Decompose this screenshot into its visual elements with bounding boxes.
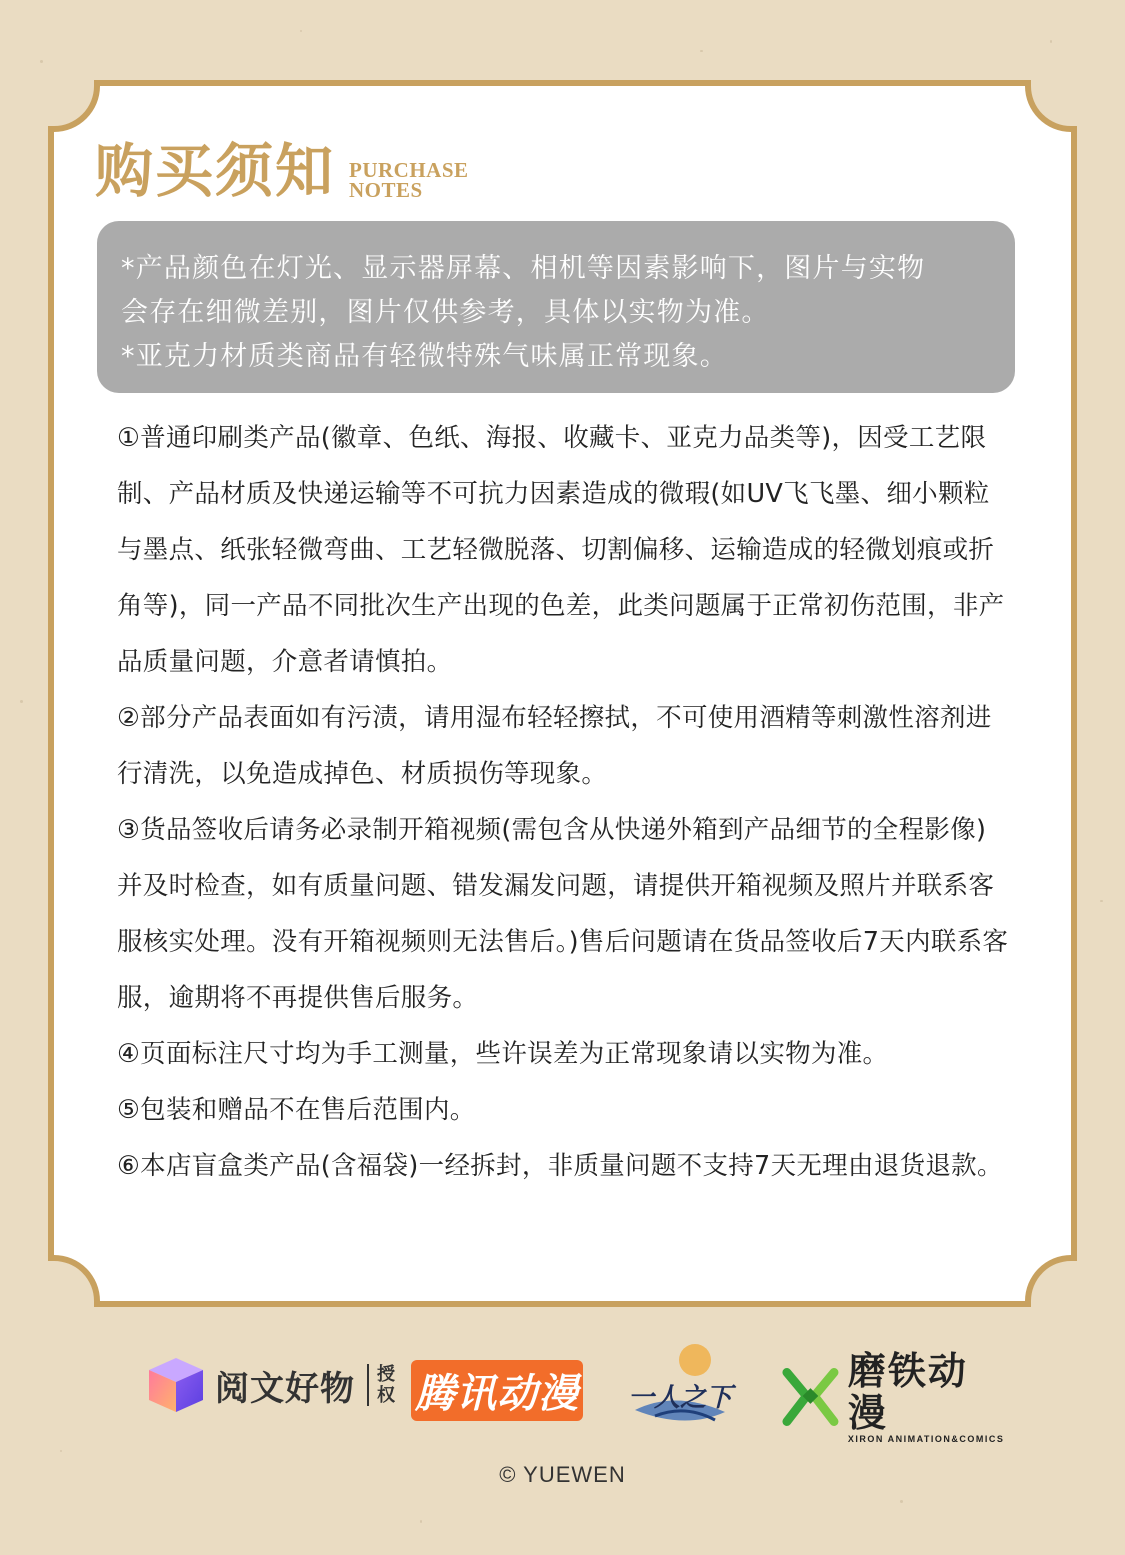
tencent-comics-logo [411, 1360, 583, 1421]
notice-line: *亚克力材质类商品有轻微特殊气味属正常现象。 [121, 341, 728, 372]
yirenzhixia-text: 一人之下 [627, 1382, 732, 1413]
yuewen-cube-icon [145, 1354, 207, 1416]
copyright: © YUEWEN [499, 1462, 626, 1487]
notes-list [117, 410, 1012, 1194]
xiron-x-icon [781, 1366, 840, 1428]
xiron-logo [781, 1350, 1005, 1444]
notice-line: 会存在细微差别，图片仅供参考，具体以实物为准。 [121, 297, 770, 328]
title-chinese: 购买须知 [95, 137, 336, 205]
note-item: ⑥本店盲盒类产品(含福袋)一经拆封，非质量问题不支持7天无理由退货退款。 [117, 1151, 1003, 1181]
logo-divider [367, 1364, 369, 1406]
note-item: ①普通印刷类产品(徽章、色纸、海报、收藏卡、亚克力品类等)，因受工艺限制、产品材质及快递运输等不可抗力因素造成的微瑕(如UV飞飞墨、细小颗粒与墨点、纸张轻微弯曲、工艺轻微脱落、切割偏移、运输造成的轻微划痕或折角等)，同一产品不同批次生产出现的色差，此类问题属于正常初伤范围，非产品质量问题，介意者请慎拍。 [117, 423, 1005, 677]
title-english [349, 160, 469, 200]
xiron-text-block [848, 1350, 1005, 1444]
tencent-comics-text: 腾讯动漫 [411, 1360, 583, 1421]
yuewen-name: 阅文好物 [215, 1368, 355, 1409]
note-item: ④页面标注尺寸均为手工测量，些许误差为正常现象请以实物为准。 [117, 1039, 889, 1069]
notice-line: *产品颜色在灯光、显示器屏幕、相机等因素影响下，图片与实物 [121, 253, 926, 284]
notice-box [97, 221, 1015, 393]
note-item: ③货品签收后请务必录制开箱视频(需包含从快递外箱到产品细节的全程影像)并及时检查，如有质量问题、错发漏发问题，请提供开箱视频及照片并联系客服核实处理。没有开箱视频则无法售后。)售后问题请在货品签收后7天内联系客服，逾期将不再提供售后服务。 [117, 815, 1009, 1013]
title-english-line1: PURCHASE [349, 158, 469, 182]
note-item: ⑤包装和赠品不在售后范围内。 [117, 1095, 476, 1125]
yuewen-logo [145, 1354, 399, 1416]
yirenzhixia-logo [615, 1340, 745, 1430]
xiron-english: XIRON ANIMATION&COMICS [847, 1434, 1005, 1444]
authorized-label: 授权 [377, 1364, 395, 1406]
note-item: ②部分产品表面如有污渍，请用湿布轻轻擦拭，不可使用酒精等刺激性溶剂进行清洗，以免造成掉色、材质损伤等现象。 [117, 703, 992, 789]
title-english-line2: NOTES [349, 178, 423, 202]
xiron-name: 磨铁动漫 [847, 1349, 968, 1435]
section-title [95, 138, 469, 204]
partner-logos [145, 1340, 1005, 1444]
